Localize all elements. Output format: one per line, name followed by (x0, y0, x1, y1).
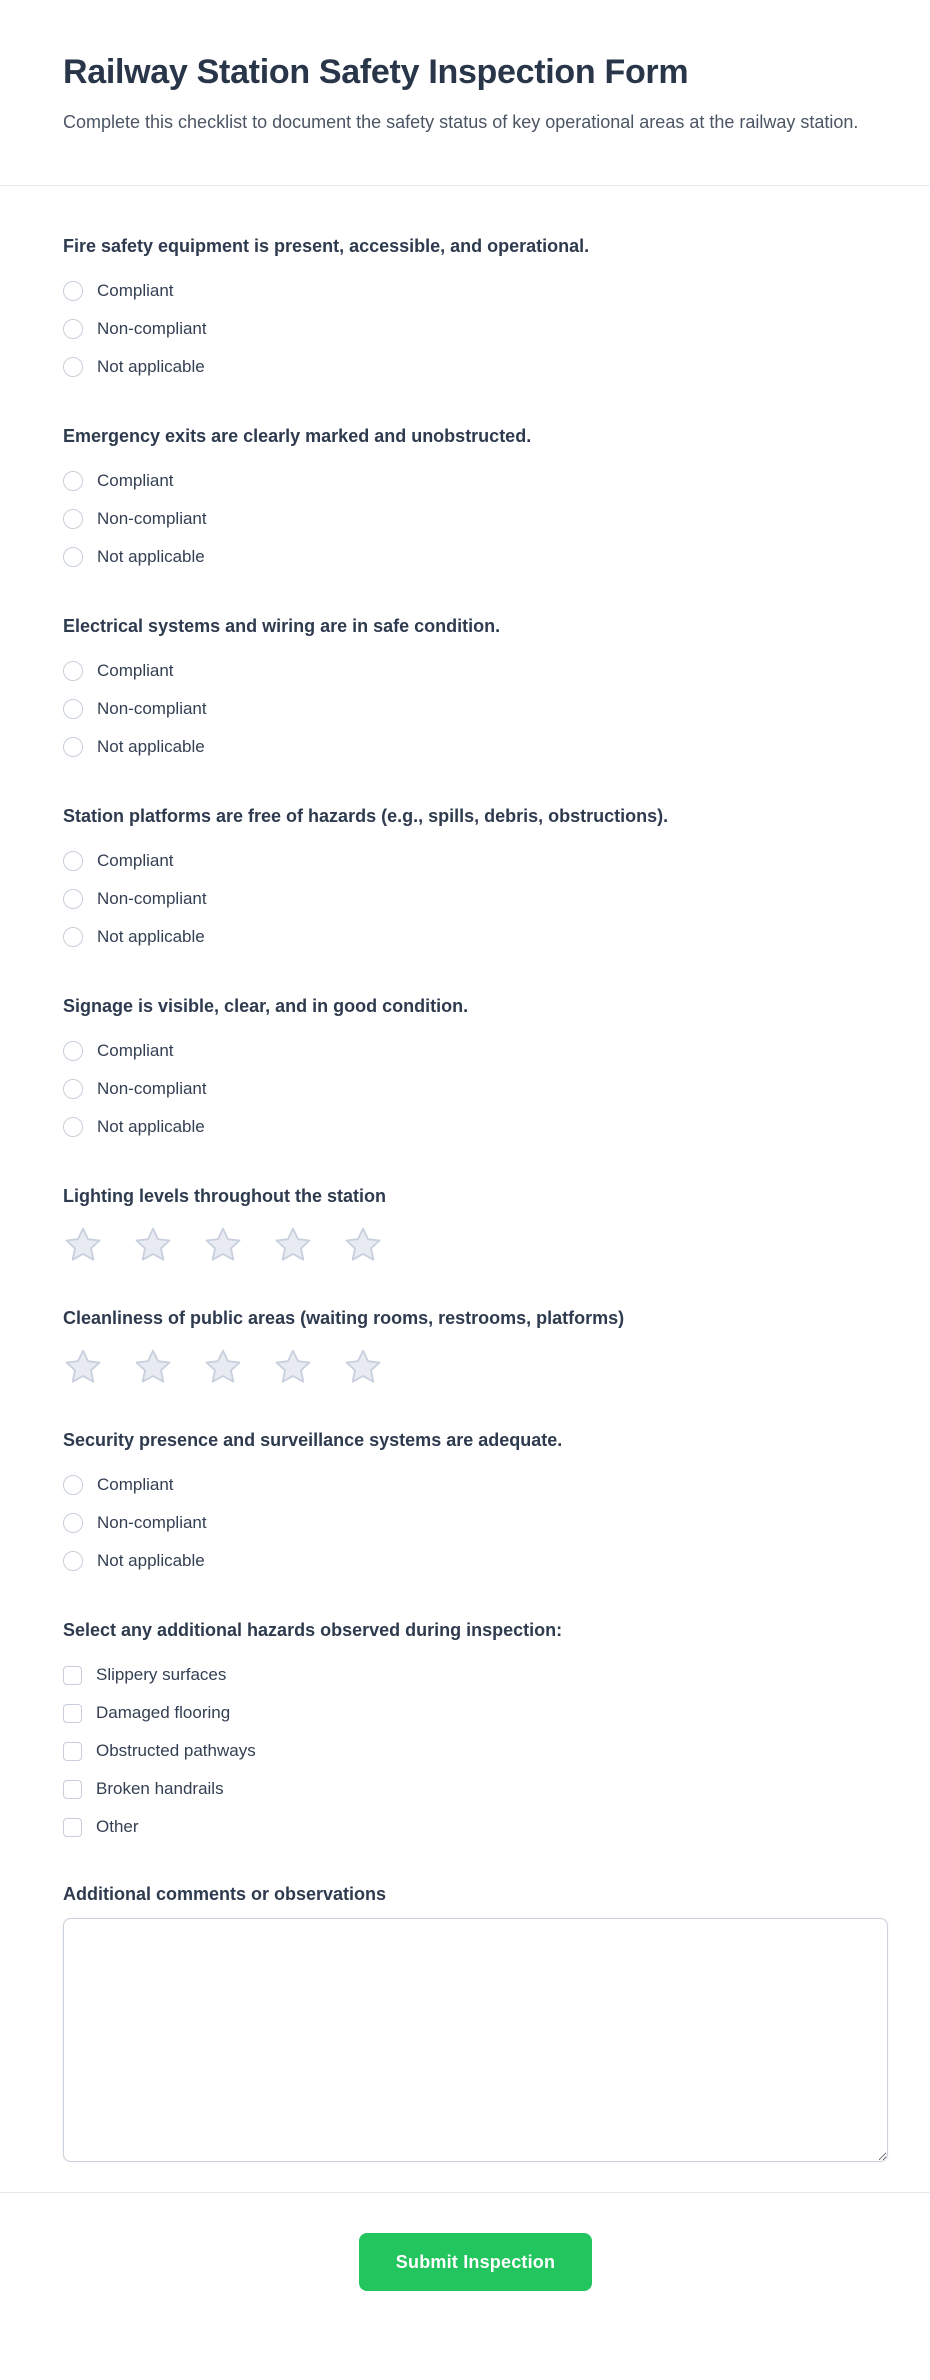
star-icon[interactable] (63, 1224, 103, 1264)
option-label: Compliant (97, 281, 174, 300)
star-icon[interactable] (133, 1224, 173, 1264)
option-label: Not applicable (97, 1117, 205, 1136)
star-icon[interactable] (343, 1346, 383, 1386)
checkbox-option[interactable] (63, 1808, 888, 1846)
question-5 (63, 994, 888, 1146)
checkbox-icon[interactable] (63, 1742, 82, 1761)
question-2 (63, 424, 888, 576)
question-label: Security presence and surveillance systems are adequate. (63, 1430, 563, 1450)
question-label: Cleanliness of public areas (waiting rooms, restrooms, platforms) (63, 1308, 625, 1328)
radio-button-icon[interactable] (63, 1041, 83, 1061)
option-label: Non-compliant (97, 509, 207, 528)
checkbox-icon[interactable] (63, 1780, 82, 1799)
option-label: Not applicable (97, 547, 205, 566)
question-7 (63, 1306, 888, 1386)
radio-button-icon[interactable] (63, 1079, 83, 1099)
option-label: Not applicable (97, 1551, 205, 1570)
option-label: Not applicable (97, 357, 205, 376)
submit-inspection-button[interactable]: Submit Inspection (359, 2233, 592, 2291)
question-label: Additional comments or observations (63, 1884, 387, 1904)
option-label: Damaged flooring (96, 1703, 231, 1722)
checkbox-icon[interactable] (63, 1704, 82, 1723)
option-label: Compliant (97, 661, 174, 680)
radio-option[interactable] (63, 538, 888, 576)
checkbox-icon[interactable] (63, 1818, 82, 1837)
radio-button-icon[interactable] (63, 1551, 83, 1571)
page-title: Railway Station Safety Inspection Form (63, 53, 689, 91)
radio-option[interactable] (63, 728, 888, 766)
question-label: Fire safety equipment is present, accessible, and operational. (63, 236, 590, 256)
radio-option[interactable] (63, 690, 888, 728)
radio-option[interactable] (63, 880, 888, 918)
form-items (0, 186, 930, 2162)
form-footer (0, 2193, 930, 2345)
question-4 (63, 804, 888, 956)
star-icon[interactable] (203, 1224, 243, 1264)
radio-option[interactable] (63, 1070, 888, 1108)
question-6 (63, 1184, 888, 1264)
radio-option[interactable] (63, 272, 888, 310)
radio-option[interactable] (63, 918, 888, 956)
radio-option[interactable] (63, 310, 888, 348)
radio-button-icon[interactable] (63, 1475, 83, 1495)
radio-button-icon[interactable] (63, 851, 83, 871)
option-label: Not applicable (97, 737, 205, 756)
option-label: Obstructed pathways (96, 1741, 256, 1760)
option-label: Not applicable (97, 927, 205, 946)
radio-button-icon[interactable] (63, 1513, 83, 1533)
checkbox-option[interactable] (63, 1770, 888, 1808)
checkbox-option[interactable] (63, 1732, 888, 1770)
question-label: Station platforms are free of hazards (e.g., spills, debris, obstructions). (63, 806, 669, 826)
question-label: Electrical systems and wiring are in safe condition. (63, 616, 501, 636)
radio-option[interactable] (63, 348, 888, 386)
page-subtitle: Complete this checklist to document the safety status of key operational areas at the railway station. (63, 112, 859, 132)
star-icon[interactable] (63, 1346, 103, 1386)
question-1 (63, 234, 888, 386)
option-label: Compliant (97, 1475, 174, 1494)
radio-option[interactable] (63, 1504, 888, 1542)
star-icon[interactable] (273, 1224, 313, 1264)
question-3 (63, 614, 888, 766)
option-label: Non-compliant (97, 1513, 207, 1532)
radio-option[interactable] (63, 842, 888, 880)
radio-button-icon[interactable] (63, 319, 83, 339)
radio-button-icon[interactable] (63, 927, 83, 947)
option-label: Other (96, 1817, 139, 1836)
option-label: Non-compliant (97, 319, 207, 338)
radio-button-icon[interactable] (63, 471, 83, 491)
comments-textarea[interactable] (63, 1918, 888, 2162)
option-label: Compliant (97, 471, 174, 490)
question-8 (63, 1428, 888, 1580)
radio-button-icon[interactable] (63, 1117, 83, 1137)
star-rating (63, 1346, 888, 1386)
radio-option[interactable] (63, 652, 888, 690)
radio-option[interactable] (63, 1466, 888, 1504)
form-header (0, 0, 930, 186)
option-label: Non-compliant (97, 1079, 207, 1098)
radio-option[interactable] (63, 1542, 888, 1580)
checkbox-icon[interactable] (63, 1666, 82, 1685)
option-label: Slippery surfaces (96, 1665, 227, 1684)
radio-button-icon[interactable] (63, 661, 83, 681)
radio-option[interactable] (63, 1032, 888, 1070)
option-label: Non-compliant (97, 889, 207, 908)
radio-button-icon[interactable] (63, 357, 83, 377)
option-label: Non-compliant (97, 699, 207, 718)
question-10 (63, 1882, 888, 2162)
checkbox-option[interactable] (63, 1656, 888, 1694)
radio-button-icon[interactable] (63, 737, 83, 757)
question-label: Signage is visible, clear, and in good condition. (63, 996, 469, 1016)
option-label: Compliant (97, 851, 174, 870)
star-icon[interactable] (203, 1346, 243, 1386)
star-icon[interactable] (343, 1224, 383, 1264)
radio-button-icon[interactable] (63, 699, 83, 719)
radio-option[interactable] (63, 462, 888, 500)
radio-option[interactable] (63, 500, 888, 538)
radio-button-icon[interactable] (63, 547, 83, 567)
checkbox-option[interactable] (63, 1694, 888, 1732)
radio-button-icon[interactable] (63, 889, 83, 909)
question-9 (63, 1618, 888, 1846)
question-label: Emergency exits are clearly marked and unobstructed. (63, 426, 532, 446)
option-label: Broken handrails (96, 1779, 224, 1798)
radio-button-icon[interactable] (63, 509, 83, 529)
star-icon[interactable] (133, 1346, 173, 1386)
radio-option[interactable] (63, 1108, 888, 1146)
question-label: Select any additional hazards observed during inspection: (63, 1620, 563, 1640)
star-rating (63, 1224, 888, 1264)
radio-button-icon[interactable] (63, 281, 83, 301)
option-label: Compliant (97, 1041, 174, 1060)
star-icon[interactable] (273, 1346, 313, 1386)
question-label: Lighting levels throughout the station (63, 1186, 386, 1206)
